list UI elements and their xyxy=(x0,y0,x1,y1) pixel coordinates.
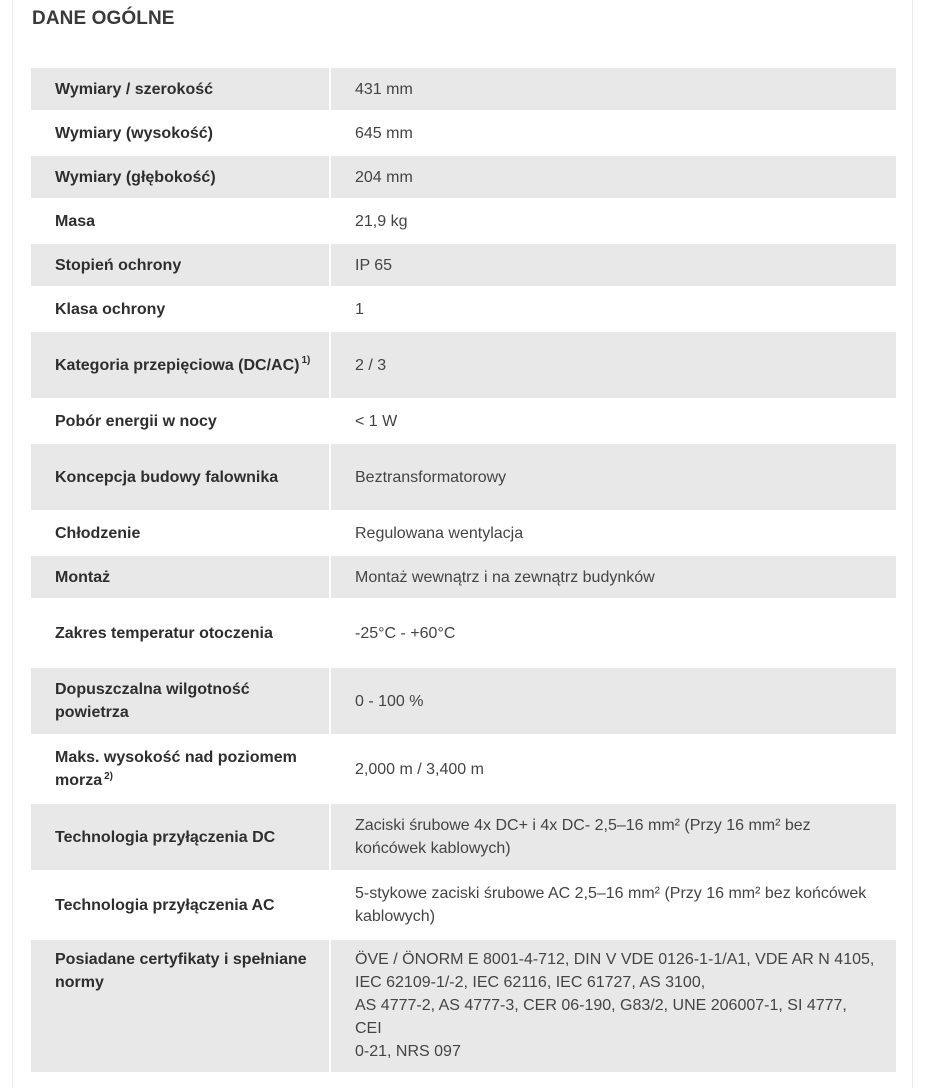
row-value: 2 / 3 xyxy=(331,332,896,398)
table-row xyxy=(31,556,896,598)
row-value: 21,9 kg xyxy=(331,200,896,242)
table-row xyxy=(31,332,896,398)
table-row xyxy=(31,400,896,442)
specs-card xyxy=(12,0,913,1088)
row-label: Zakres temperatur otoczenia xyxy=(31,600,331,666)
table-row xyxy=(31,112,896,154)
row-value: 0 - 100 % xyxy=(331,668,896,734)
row-label-text: Maks. wysokość nad poziomem morza xyxy=(55,749,297,789)
table-row xyxy=(31,940,896,1072)
row-label: Koncepcja budowy falownika xyxy=(31,444,331,510)
row-label: Posiadane certyfikaty i spełniane normy xyxy=(31,940,331,1072)
row-label: Pobór energii w nocy xyxy=(31,400,331,442)
row-label: Masa xyxy=(31,200,331,242)
section-title: DANE OGÓLNE xyxy=(32,8,175,29)
row-label xyxy=(31,736,331,802)
footnote-marker: 2) xyxy=(104,770,114,782)
row-value: 5-stykowe zaciski śrubowe AC 2,5–16 mm² (Przy 16 mm² bez końcówek kablowych) xyxy=(331,872,896,938)
row-label: Montaż xyxy=(31,556,331,598)
row-label: Stopień ochrony xyxy=(31,244,331,286)
row-value: 204 mm xyxy=(331,156,896,198)
row-label: Wymiary / szerokość xyxy=(31,68,331,110)
table-row xyxy=(31,804,896,870)
row-value: Beztransformatorowy xyxy=(331,444,896,510)
row-value: 1 xyxy=(331,288,896,330)
certificate-line: 0-21, NRS 097 xyxy=(355,1043,461,1060)
row-label: Wymiary (głębokość) xyxy=(31,156,331,198)
table-row xyxy=(31,68,896,110)
table-row xyxy=(31,512,896,554)
table-row xyxy=(31,872,896,938)
row-value: < 1 W xyxy=(331,400,896,442)
footnote-marker: 1) xyxy=(301,355,311,367)
specs-table xyxy=(31,66,896,1074)
row-value: Montaż wewnątrz i na zewnątrz budynków xyxy=(331,556,896,598)
row-value: Regulowana wentylacja xyxy=(331,512,896,554)
row-label: Chłodzenie xyxy=(31,512,331,554)
certificate-line: IEC 62109-1/-2, IEC 62116, IEC 61727, AS 3100, xyxy=(355,974,706,991)
table-row xyxy=(31,668,896,734)
row-value xyxy=(331,940,896,1072)
certificate-line: ÖVE / ÖNORM E 8001-4-712, DIN V VDE 0126-1-1/A1, VDE AR N 4105, xyxy=(355,951,875,968)
row-label: Technologia przyłączenia DC xyxy=(31,804,331,870)
table-row xyxy=(31,244,896,286)
certificate-line: AS 4777-2, AS 4777-3, CER 06-190, G83/2, UNE 206007-1, SI 4777, CEI xyxy=(355,997,847,1037)
row-label: Technologia przyłączenia AC xyxy=(31,872,331,938)
row-value: 2,000 m / 3,400 m xyxy=(331,736,896,802)
row-value: Zaciski śrubowe 4x DC+ i 4x DC- 2,5–16 mm² (Przy 16 mm² bez końcówek kablowych) xyxy=(331,804,896,870)
row-label xyxy=(31,332,331,398)
row-label: Dopuszczalna wilgotność powietrza xyxy=(31,668,331,734)
table-row xyxy=(31,600,896,666)
row-value: IP 65 xyxy=(331,244,896,286)
table-row xyxy=(31,288,896,330)
row-value: -25°C - +60°C xyxy=(331,600,896,666)
table-row xyxy=(31,736,896,802)
table-row xyxy=(31,444,896,510)
table-row xyxy=(31,156,896,198)
row-label-text: Kategoria przepięciowa (DC/AC) xyxy=(55,356,300,374)
row-label: Wymiary (wysokość) xyxy=(31,112,331,154)
row-value: 645 mm xyxy=(331,112,896,154)
row-label: Klasa ochrony xyxy=(31,288,331,330)
row-value: 431 mm xyxy=(331,68,896,110)
table-row xyxy=(31,200,896,242)
